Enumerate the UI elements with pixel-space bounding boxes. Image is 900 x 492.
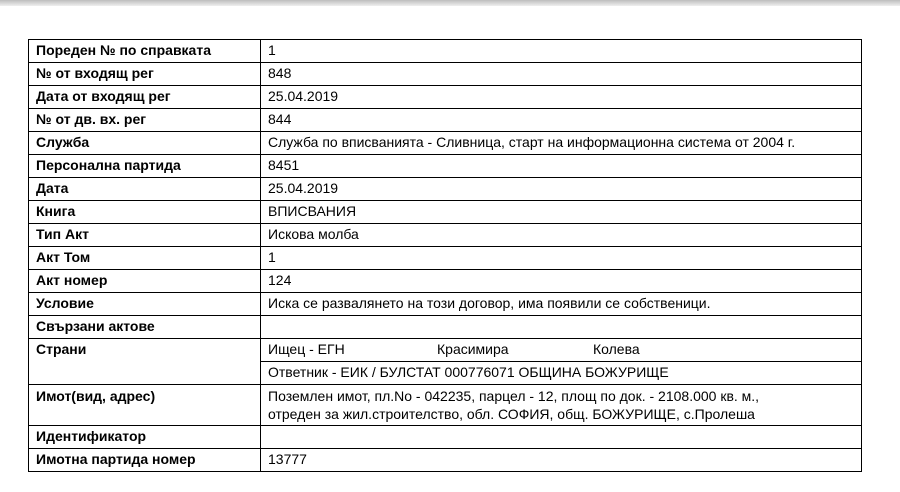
row-label: Служба [29, 132, 261, 155]
row-value: Иска се развалянето на този договор, има появили се собственици. [261, 293, 862, 316]
table-row [29, 178, 862, 201]
identifier-value [261, 426, 862, 449]
property-batch-label: Имотна партида номер [29, 449, 261, 472]
table-row [29, 201, 862, 224]
row-value [261, 316, 862, 339]
parties-cell [261, 339, 862, 385]
table-row [29, 132, 862, 155]
row-label: Книга [29, 201, 261, 224]
parties-row [29, 339, 862, 385]
row-label: Тип Акт [29, 224, 261, 247]
row-value: Служба по вписванията - Сливница, старт на информационна система от 2004 г. [261, 132, 862, 155]
plaintiff-role: Ищец - ЕГН [268, 341, 345, 357]
table-row [29, 270, 862, 293]
row-label: Дата [29, 178, 261, 201]
table-row [29, 449, 862, 472]
row-label: Свързани актове [29, 316, 261, 339]
row-label: Персонална партида [29, 155, 261, 178]
defendant-line [268, 362, 854, 384]
row-label: Условие [29, 293, 261, 316]
row-value: 25.04.2019 [261, 86, 862, 109]
property-label: Имот(вид, адрес) [29, 385, 261, 426]
row-value: 124 [261, 270, 862, 293]
table-row [29, 293, 862, 316]
row-value: 1 [261, 247, 862, 270]
row-label: Пореден № по справката [29, 40, 261, 63]
plaintiff-line [261, 339, 861, 362]
identifier-label: Идентификатор [29, 426, 261, 449]
table-row [29, 63, 862, 86]
window-top-border [0, 0, 900, 6]
row-value: 25.04.2019 [261, 178, 862, 201]
property-row [29, 385, 862, 426]
table-row [29, 316, 862, 339]
plaintiff-first-name: Красимира [437, 341, 509, 357]
table-row [29, 426, 862, 449]
row-value: 1 [261, 40, 862, 63]
table-row [29, 40, 862, 63]
row-value: Искова молба [261, 224, 862, 247]
property-line-1: Поземлен имот, пл.No - 042235, парцел - 12, площ по док. - 2108.000 кв. м., [268, 388, 760, 404]
row-label: Дата от входящ рег [29, 86, 261, 109]
row-value: ВПИСВАНИЯ [261, 201, 862, 224]
row-label: № от дв. вх. рег [29, 109, 261, 132]
row-label: Акт Том [29, 247, 261, 270]
property-line-2: отреден за жил.строителство, обл. СОФИЯ, общ. БОЖУРИЩЕ, с.Пролеша [268, 406, 755, 422]
table-row [29, 109, 862, 132]
property-batch-value: 13777 [261, 449, 862, 472]
table-row [29, 155, 862, 178]
row-value: 8451 [261, 155, 862, 178]
property-cell [261, 385, 862, 426]
row-value: 848 [261, 63, 862, 86]
table-row [29, 86, 862, 109]
row-value: 844 [261, 109, 862, 132]
plaintiff-last-name: Колева [593, 341, 640, 357]
defendant-text: Ответник - ЕИК / БУЛСТАТ 000776071 ОБЩИНА БОЖУРИЩЕ [268, 364, 669, 380]
table-row [29, 224, 862, 247]
row-label: № от входящ рег [29, 63, 261, 86]
row-label: Акт номер [29, 270, 261, 293]
registry-record-table [28, 39, 862, 472]
parties-label: Страни [29, 339, 261, 385]
table-row [29, 247, 862, 270]
